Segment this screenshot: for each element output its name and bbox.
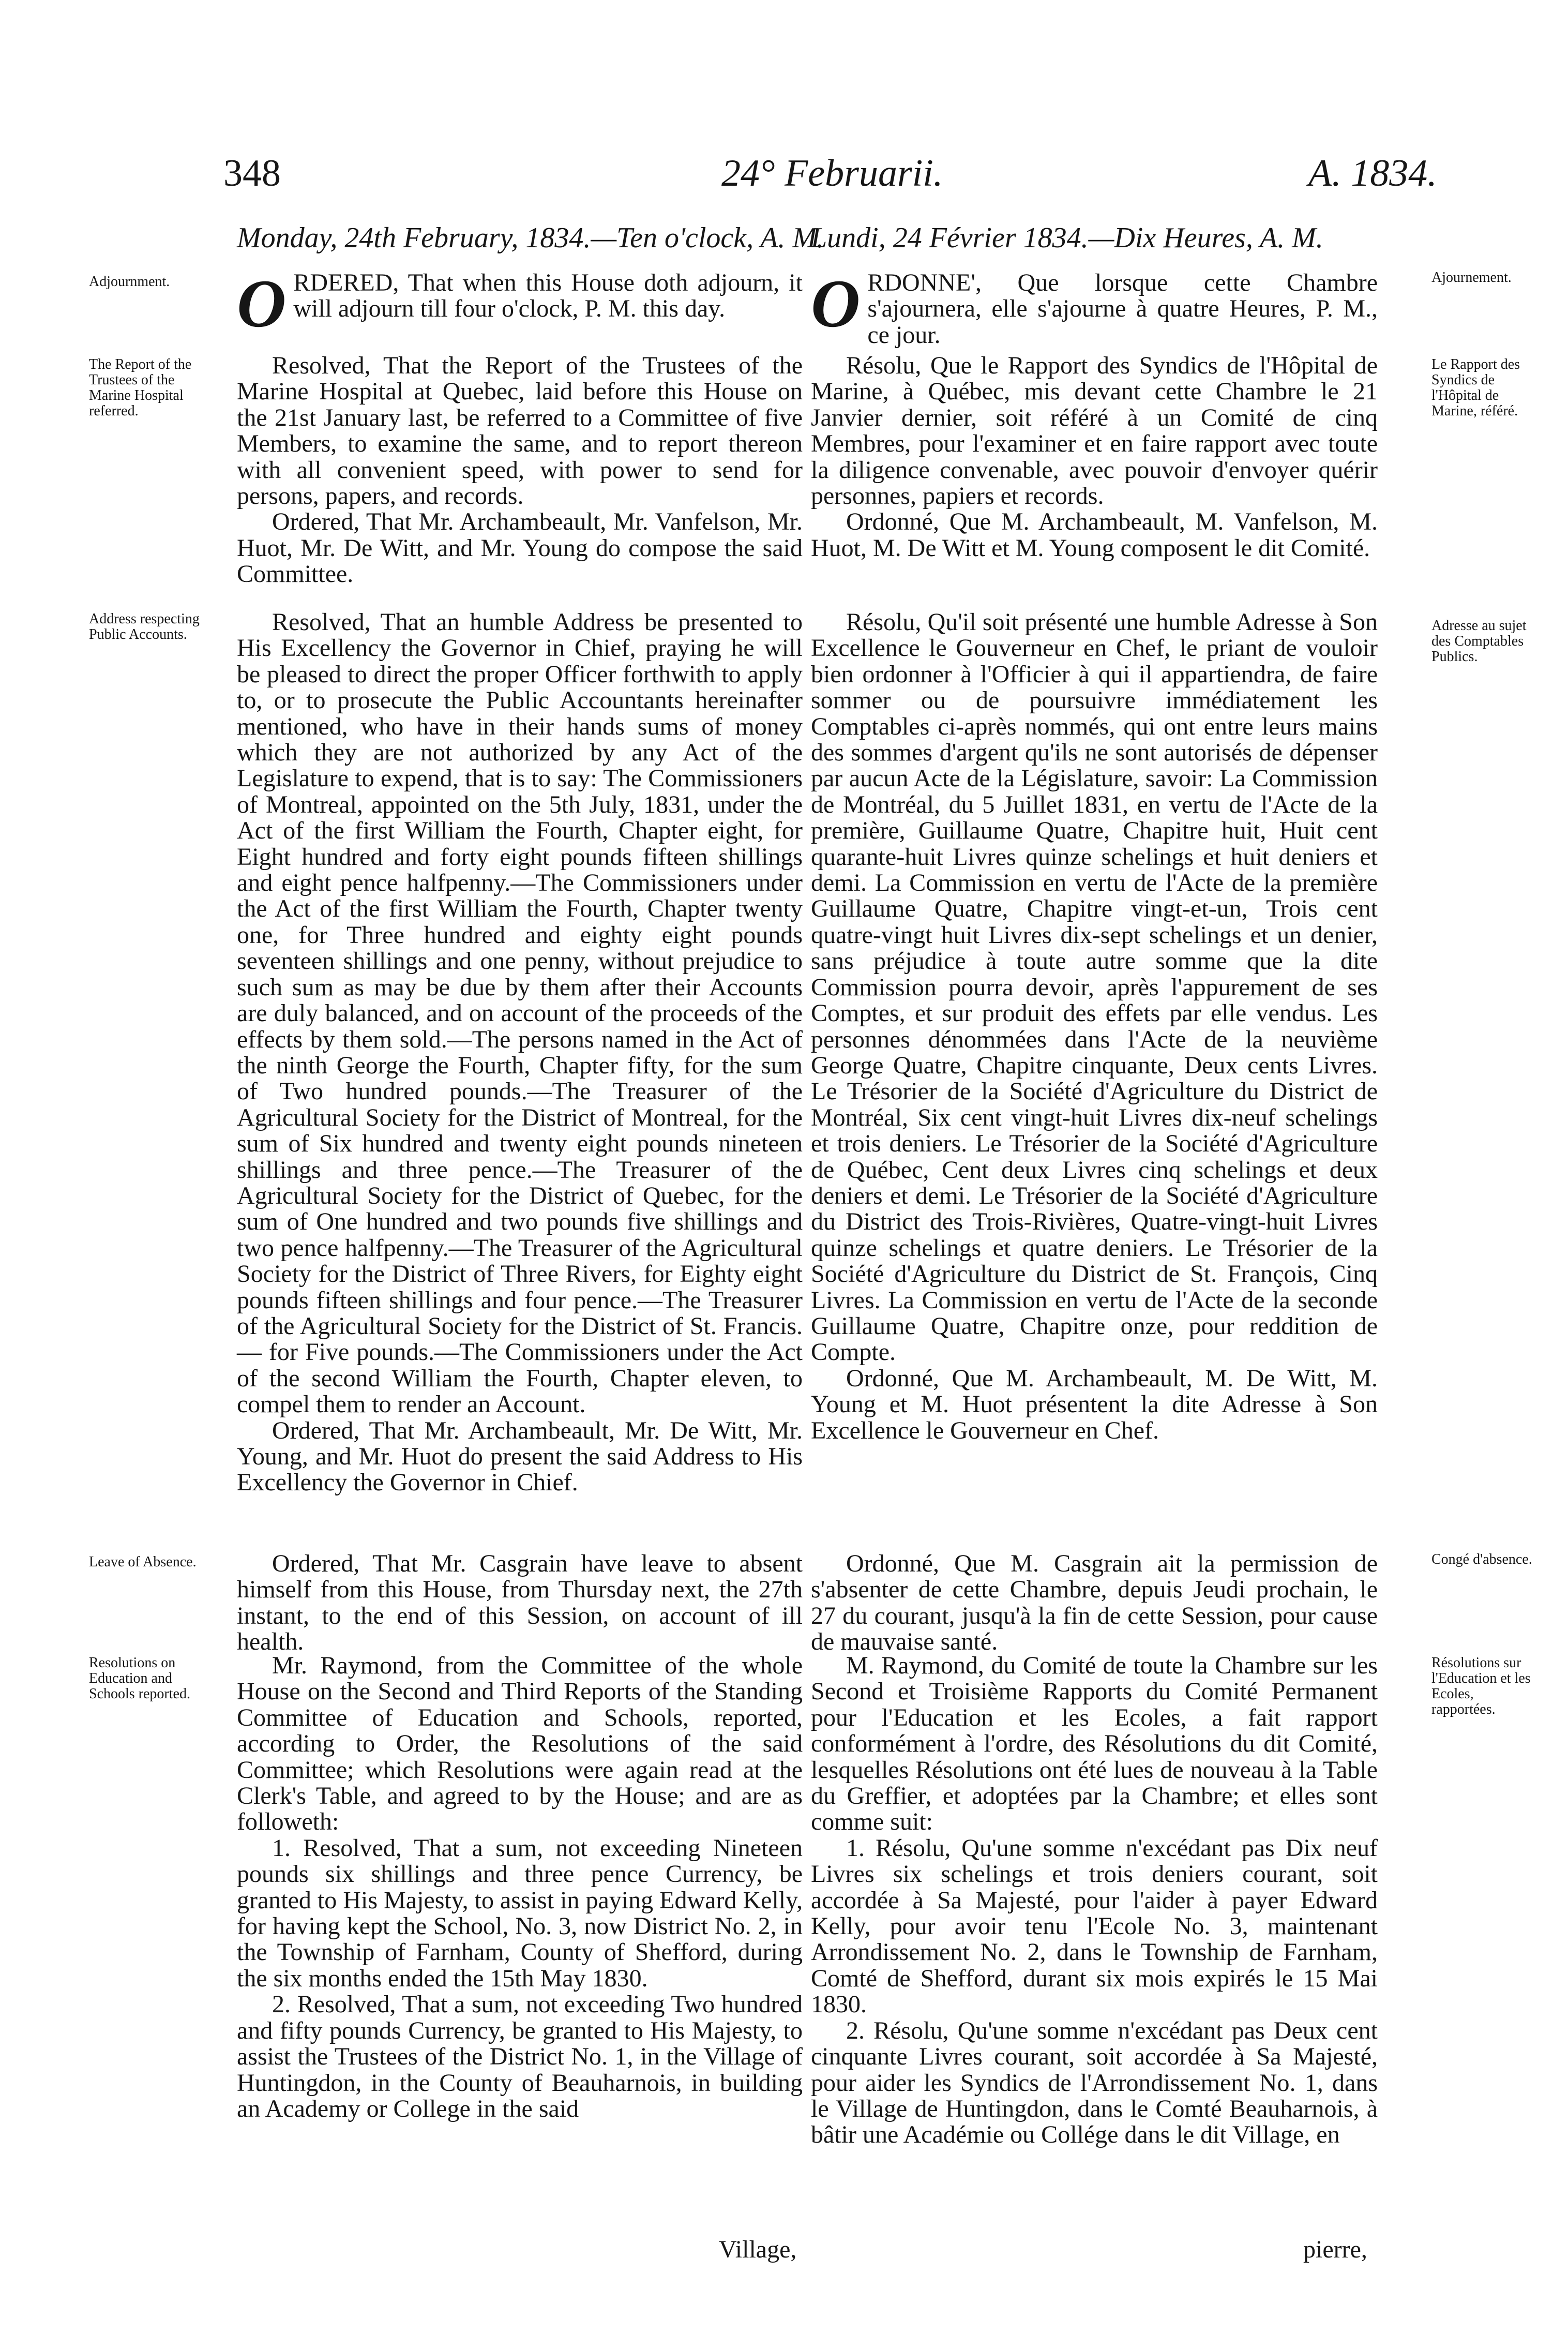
resolution-2-fr: 2. Résolu, Qu'une somme n'excédant pas Deux cent cinquante Livres courant, soit accordée à Sa Majesté, pour aider les Syndics de l'Arrondissement No. 1, dans le Village de Huntingdon, dans le Comté Beauharnois, à bâtir une Académie ou Collége dans le dit Village, en bbox=[811, 2016, 1378, 2149]
dropcap-o: O bbox=[237, 265, 287, 341]
margin-note-ajournement: Ajournement. bbox=[1431, 270, 1512, 286]
conge-ordonne: Ordonné, Que M. Casgrain ait la permission de s'absenter de cette Chambre, depuis Jeudi prochain, le 27 du courant, jusqu'à la fin de cette Session, pour cause de mauvaise santé. bbox=[811, 1550, 1378, 1656]
rapport-resolu: Résolu, Que le Rapport des Syndics de l'Hôpital de Marine, à Québec, mis devant cette Chambre le 21 Janvier dernier, soit référé à un Comité de cinq Membres, pour l'examiner et en faire rapport avec toute la diligence convenable, avec pouvoir d'envoyer quérir personnes, papiers et records. bbox=[811, 352, 1378, 510]
resolutions-intro: Mr. Raymond, from the Committee of the whole House on the Second and Third Reports of the Standing Committee of Education and Schools, reported, according to Order, the Resolutions of the said Committee; which Resolutions were again read at the Clerk's Table, and agreed to by the House; and are as followeth: bbox=[237, 1652, 803, 1836]
adresse-ordonne: Ordonné, Que M. Archambeault, M. De Witt, M. Young et M. Huot présentent la dite Adresse à Son Excellence le Gouverneur en Chef. bbox=[811, 1364, 1378, 1444]
english-adjournment bbox=[237, 265, 803, 341]
english-address bbox=[237, 609, 803, 1496]
report-ordered: Ordered, That Mr. Archambeault, Mr. Vanfelson, Mr. Huot, Mr. De Witt, and Mr. Young do compose the said Committee. bbox=[237, 508, 803, 588]
margin-note-resolutions-education: Resolutions on Education and Schools reported. bbox=[89, 1655, 190, 1702]
margin-note-marine-hospital: The Report of the Trustees of the Marine Hospital referred. bbox=[89, 356, 192, 419]
resolution-2: 2. Resolved, That a sum, not exceeding Two hundred and fifty pounds Currency, be granted to His Majesty, to assist the Trustees of the District No. 1, in the Village of Huntingdon, in the County of Beauharnois, in building an Academy or College in the said bbox=[237, 1991, 803, 2122]
margin-note-rapport-hopital: Le Rapport des Syndics de l'Hôpital de Marine, référé. bbox=[1431, 356, 1520, 419]
adjournment-text: RDERED, That when this House doth adjourn, it will adjourn till four o'clock, P. M. this day. bbox=[293, 269, 803, 323]
dateline-english: Monday, 24th February, 1834.—Ten o'clock, A. M. bbox=[237, 222, 824, 254]
page-number: 348 bbox=[223, 152, 281, 195]
margin-note-adjournment: Adjournment. bbox=[89, 274, 170, 290]
address-resolved: Resolved, That an humble Address be presented to His Excellency the Governor in Chief, praying he will be pleased to direct the proper Officer forthwith to apply to, or to prosecute the Public Accountants hereinafter mentioned, who have in their hands sums of money which they are not authorized by any Act of the Legislature to expend, that is to say: The Commissioners of Montreal, appointed on the 5th July, 1831, under the Act of the first William the Fourth, Chapter eight, for Eight hundred and forty eight pounds fifteen shillings and eight pence halfpenny.—The Commissioners under the Act of the first William the Fourth, Chapter twenty one, for Three hundred and eighty eight pounds seventeen shillings and one penny, without prejudice to such sum as may be due by them after their Accounts are duly balanced, and on account of the proceeds of the effects by them sold.—The persons named in the Act of the ninth George the Fourth, Chapter fifty, for the sum of Two hundred pounds.—The Treasurer of the Agricultural Society for the District of Montreal, for the sum of Six hundred and twenty eight pounds nineteen shillings and three pence.—The Treasurer of the Agricultural Society for the District of Quebec, for the sum of One hundred and two pounds five shillings and two pence halfpenny.—The Treasurer of the Agricultural Society for the District of Three Rivers, for Eighty eight pounds fifteen shillings and four pence.—The Treasurer of the Agricultural Society for the District of St. Francis.— for Five pounds.—The Commissioners under the Act of the second William the Fourth, Chapter eleven, to compel them to render an Account. bbox=[237, 608, 803, 1418]
report-resolved: Resolved, That the Report of the Trustees of the Marine Hospital at Quebec, laid before this House on the 21st January last, be referred to a Committee of five Members, to examine the same, and to report thereon with all convenient speed, with power to send for persons, papers, and records. bbox=[237, 352, 803, 510]
catchword-french: pierre, bbox=[1303, 2236, 1367, 2263]
french-resolutions bbox=[811, 1653, 1378, 2148]
french-ajournement bbox=[811, 265, 1378, 349]
french-conge bbox=[811, 1551, 1378, 1655]
header-year: A. 1834. bbox=[1308, 152, 1437, 195]
english-marine-hospital bbox=[237, 353, 803, 588]
margin-note-adresse-comptables: Adresse au sujet des Comptables Publics. bbox=[1431, 618, 1527, 665]
adresse-resolu: Résolu, Qu'il soit présenté une humble Adresse à Son Excellence le Gouverneur en Chef, le priant de vouloir bien ordonner à l'Officier à qui il appartiendra, de faire sommer ou de poursuivre immédiatement les Comptables ci-après nommés, qui ont entre leurs mains des sommes d'argent qu'ils ne sont autorisés de dépenser par aucun Acte de la Législature, savoir: La Commission de Montréal, du 5 Juillet 1831, en vertu de l'Acte de la première, Guillaume Quatre, Chapitre huit, Huit cent quarante-huit Livres quinze schelings et huit deniers et demi. La Commission en vertu de l'Acte de la première Guillaume Quatre, Chapitre vingt-et-un, Trois cent quatre-vingt huit Livres dix-sept schelings et un denier, sans préjudice à toute autre somme que la dite Commission pourra devoir, après l'appurement de ses Comptes, et sur produit des effets par elle vendus. Les personnes dénommées dans l'Acte de la neuvième George Quatre, Chapitre cinquante, Deux cents Livres. Le Trésorier de la Société d'Agriculture du District de Montréal, Six cent vingt-huit Livres dix-neuf schelings et trois deniers. Le Trésorier de la Société d'Agriculture de Québec, Cent deux Livres cinq schelings et deux deniers et demi. Le Trésorier de la Société d'Agriculture du District des Trois-Rivières, Quatre-vingt-huit Livres quinze schelings et quatre deniers. Le Trésorier de la Société d'Agriculture du District de St. François, Cinq Livres. La Commission en vertu de l'Acte de la seconde Guillaume Quatre, Chapitre onze, pour reddition de Compte. bbox=[811, 608, 1378, 1366]
french-hopital bbox=[811, 353, 1378, 561]
french-adresse bbox=[811, 609, 1378, 1444]
header-date: 24° Februarii. bbox=[721, 152, 943, 195]
catchword-english: Village, bbox=[719, 2236, 797, 2263]
english-resolutions bbox=[237, 1653, 803, 2122]
resolution-1: 1. Resolved, That a sum, not exceeding Nineteen pounds six shillings and three pence Currency, be granted to His Majesty, to assist in paying Edward Kelly, for having kept the School, No. 3, now District No. 2, in the Township of Farnham, County of Shefford, during the six months ended the 15th May 1830. bbox=[237, 1834, 803, 1992]
rapport-ordonne: Ordonné, Que M. Archambeault, M. Vanfelson, M. Huot, M. De Witt et M. Young composent le dit Comité. bbox=[811, 508, 1378, 562]
resolutions-intro-fr: M. Raymond, du Comité de toute la Chambre sur les Second et Troisième Rapports du Comité Permanent pour l'Education et les Ecoles, a fait rapport conformément à l'ordre, des Résolutions du dit Comité, lesquelles Résolutions ont été lues de nouveau à la Table du Greffier, et adoptées par la Chambre; et elles sont comme suit: bbox=[811, 1652, 1378, 1836]
margin-note-address-public-accounts: Address respecting Public Accounts. bbox=[89, 611, 200, 642]
leave-ordered: Ordered, That Mr. Casgrain have leave to absent himself from this House, from Thursday next, the 27th instant, to the end of this Session, on account of ill health. bbox=[237, 1550, 803, 1656]
dateline-french: Lundi, 24 Février 1834.—Dix Heures, A. M. bbox=[811, 222, 1323, 254]
dropcap-o-fr: O bbox=[811, 265, 861, 341]
margin-note-resolutions-education-fr: Résolutions sur l'Education et les Ecoles, rapportées. bbox=[1431, 1655, 1531, 1717]
address-ordered: Ordered, That Mr. Archambeault, Mr. De Witt, Mr. Young, and Mr. Huot do present the said Address to His Excellency the Governor in Chief. bbox=[237, 1416, 803, 1497]
resolution-1-fr: 1. Résolu, Qu'une somme n'excédant pas Dix neuf Livres six schelings et trois deniers courant, soit accordée à Sa Majesté, pour l'aider à payer Edward Kelly, pour avoir tenu l'Ecole No. 3, maintenant Arrondissement No. 2, dans le Township de Farnham, Comté de Shefford, durant six mois expirés le 15 Mai 1830. bbox=[811, 1834, 1378, 2018]
english-leave bbox=[237, 1551, 803, 1655]
margin-note-leave-of-absence: Leave of Absence. bbox=[89, 1554, 197, 1570]
ajournement-text: RDONNE', Que lorsque cette Chambre s'ajournera, elle s'ajourne à quatre Heures, P. M., ce jour. bbox=[867, 269, 1378, 349]
margin-note-conge: Congé d'absence. bbox=[1431, 1551, 1532, 1567]
